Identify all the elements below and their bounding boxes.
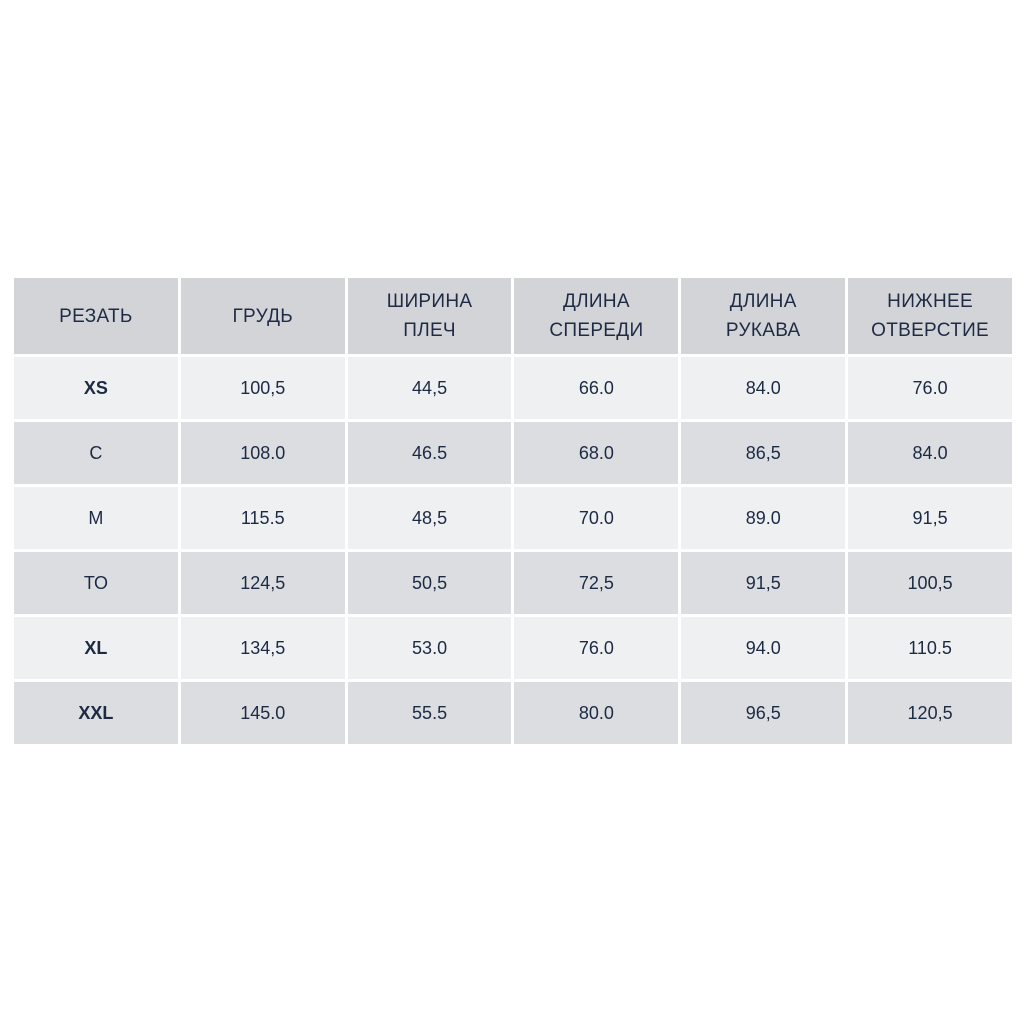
bottom-opening-cell: 91,5	[848, 487, 1012, 549]
table-row	[14, 422, 1012, 484]
size-cell: XXL	[14, 682, 178, 744]
chest-cell: 108.0	[181, 422, 345, 484]
header-size: РЕЗАТЬ	[14, 278, 178, 354]
sleeve-length-cell: 86,5	[681, 422, 845, 484]
table-row	[14, 617, 1012, 679]
shoulder-cell: 50,5	[348, 552, 512, 614]
table-row	[14, 552, 1012, 614]
chest-cell: 134,5	[181, 617, 345, 679]
sleeve-length-cell: 89.0	[681, 487, 845, 549]
header-bottom-opening: НИЖНЕЕ ОТВЕРСТИЕ	[848, 278, 1012, 354]
header-front-length: ДЛИНА СПЕРЕДИ	[514, 278, 678, 354]
front-length-cell: 66.0	[514, 357, 678, 419]
size-cell: С	[14, 422, 178, 484]
chest-cell: 100,5	[181, 357, 345, 419]
sleeve-length-cell: 94.0	[681, 617, 845, 679]
bottom-opening-cell: 110.5	[848, 617, 1012, 679]
bottom-opening-cell: 100,5	[848, 552, 1012, 614]
shoulder-cell: 48,5	[348, 487, 512, 549]
sleeve-length-cell: 91,5	[681, 552, 845, 614]
size-cell: М	[14, 487, 178, 549]
table-row	[14, 682, 1012, 744]
header-sleeve-length: ДЛИНА РУКАВА	[681, 278, 845, 354]
front-length-cell: 68.0	[514, 422, 678, 484]
table-row	[14, 357, 1012, 419]
shoulder-cell: 53.0	[348, 617, 512, 679]
chest-cell: 115.5	[181, 487, 345, 549]
header-chest: ГРУДЬ	[181, 278, 345, 354]
front-length-cell: 80.0	[514, 682, 678, 744]
size-chart-table	[11, 275, 1015, 747]
shoulder-cell: 44,5	[348, 357, 512, 419]
table-row	[14, 487, 1012, 549]
front-length-cell: 76.0	[514, 617, 678, 679]
size-cell: XL	[14, 617, 178, 679]
shoulder-cell: 55.5	[348, 682, 512, 744]
sleeve-length-cell: 96,5	[681, 682, 845, 744]
header-shoulder-width: ШИРИНА ПЛЕЧ	[348, 278, 512, 354]
bottom-opening-cell: 120,5	[848, 682, 1012, 744]
size-cell: ТО	[14, 552, 178, 614]
bottom-opening-cell: 76.0	[848, 357, 1012, 419]
bottom-opening-cell: 84.0	[848, 422, 1012, 484]
shoulder-cell: 46.5	[348, 422, 512, 484]
front-length-cell: 70.0	[514, 487, 678, 549]
header-row	[14, 278, 1012, 354]
front-length-cell: 72,5	[514, 552, 678, 614]
size-cell: XS	[14, 357, 178, 419]
chest-cell: 124,5	[181, 552, 345, 614]
chest-cell: 145.0	[181, 682, 345, 744]
sleeve-length-cell: 84.0	[681, 357, 845, 419]
